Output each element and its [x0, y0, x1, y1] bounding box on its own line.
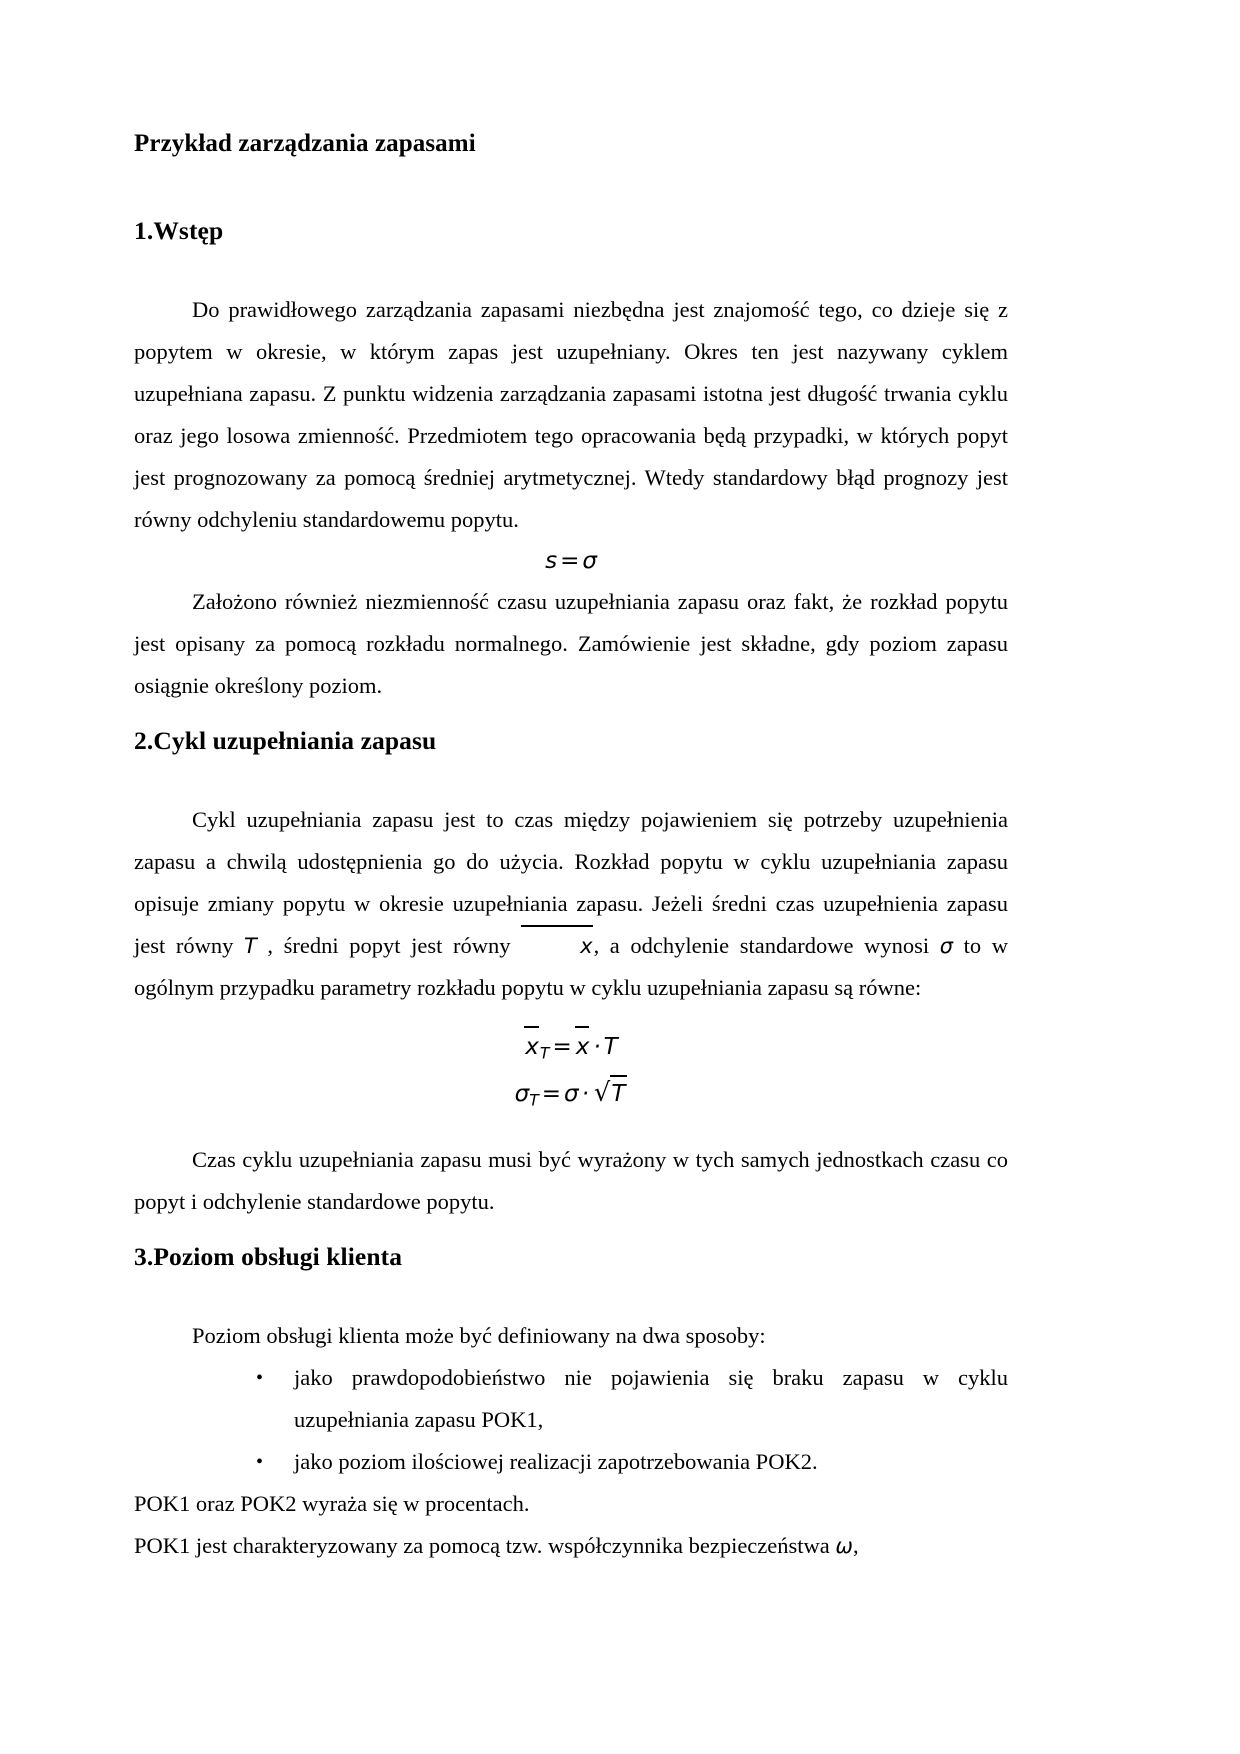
section-2-text-mid-2: , a odchylenie standardowe wynosi	[593, 933, 940, 958]
formula-lhs-subscript: T	[529, 1090, 539, 1110]
section-2-text-mid-1: , średni popyt jest równy	[256, 933, 522, 958]
section-1-paragraph-1: Do prawidłowego zarządzania zapasami niezbędna jest znajomość tego, co dzieje się z popytem w okresie, w którym zapas jest uzupełniany. Okres ten jest nazywany cyklem uzupełniana zapasu. Z punktu widzenia zarządzania zapasami istotna jest długość trwania cyklu oraz jego losowa zmienność. Przedmiotem tego opracowania będą przypadki, w których popyt jest prognozowany za pomocą średniej arytmetycznej. Wtedy standardowy błąd prognozy jest równy odchyleniu standardowemu popytu.	[134, 297, 1008, 533]
section-2-text-tail: to w ogólnym przypadku parametry rozkładu popytu w cyklu uzupełniania zapasu są równe:	[134, 933, 1009, 1000]
radical-symbol: √	[593, 1078, 611, 1109]
bullet-icon: •	[256, 1366, 264, 1389]
formula-lhs-base: x	[524, 1027, 540, 1067]
section-2-text-lead: Cykl uzupełniania zapasu jest to czas między pojawieniem się potrzeby uzupełnienia zapasu a chwilą udostępnienia go do użycia. Rozkład popytu w cyklu uzupełniania zapasu opisuje zmiany popytu w okresie uzupełniania zapasu. Jeżeli średni czas uzupełnienia zapasu jest równy	[134, 807, 1008, 958]
square-root-icon	[592, 1073, 627, 1114]
bullet-icon: •	[256, 1450, 264, 1473]
inline-symbol-time: T	[243, 934, 257, 958]
formula-multiplication-dot: ·	[581, 1081, 589, 1108]
spacer	[134, 1009, 1008, 1027]
section-3-closing-punctuation: ,	[852, 1532, 859, 1558]
formula-multiplication-dot: ·	[593, 1034, 601, 1060]
section-3-intro: Poziom obsługi klienta może być definiowany na dwa sposoby:	[192, 1322, 766, 1348]
formula-operator: =	[552, 1034, 572, 1060]
spacer	[134, 1273, 1008, 1315]
list-item-label: jako poziom ilościowej realizacji zapotrzebowania POK2.	[294, 1448, 818, 1474]
formula-mean-demand-in-cycle	[134, 1027, 1008, 1073]
spacer	[134, 247, 1008, 289]
formula-rhs-tail: T	[603, 1034, 618, 1060]
formula-lhs-subscript: T	[539, 1043, 550, 1063]
formula-s-equals-sigma	[134, 541, 1008, 581]
inline-symbol-mean-demand	[521, 934, 593, 958]
formula-rhs-base: x	[575, 1027, 591, 1067]
formula-operator: =	[541, 1081, 562, 1108]
formula-operator: =	[560, 548, 580, 575]
formula-rhs-base: σ	[564, 1081, 579, 1108]
section-2-paragraph-2: Czas cyklu uzupełniania zapasu musi być wyrażony w tych samych jednostkach czasu co popyt i odchylenie standardowe popytu.	[134, 1146, 1008, 1214]
formula-lhs: s	[545, 548, 558, 575]
section-heading-1: 1.Wstęp	[134, 216, 224, 246]
spacer	[134, 1121, 1008, 1139]
list-item	[134, 1441, 1008, 1483]
section-3-closing-line-1: POK1 oraz POK2 wyraża się w procentach.	[134, 1490, 530, 1516]
overbar-wrapper: x	[521, 925, 593, 967]
inline-symbol-sigma: σ	[939, 934, 954, 958]
spacer	[134, 757, 1008, 799]
section-1-paragraph-2: Założono również niezmienność czasu uzupełniania zapasu oraz fakt, że rozkład popytu jest opisany za pomocą rozkładu normalnego. Zamówienie jest składne, gdy poziom zapasu osiągnie określony poziom.	[134, 589, 1008, 699]
spacer	[134, 159, 1008, 215]
formula-sigma-in-cycle	[134, 1073, 1008, 1120]
section-3-closing-line-2	[134, 1525, 1008, 1567]
spacer	[134, 1223, 1008, 1241]
section-3-closing-text: POK1 jest charakteryzowany za pomocą tzw. współczynnika bezpieczeństwa	[134, 1532, 836, 1558]
page-title: Przykład zarządzania zapasami	[134, 130, 476, 157]
section-heading-3: 3.Poziom obsługi klienta	[134, 1241, 403, 1271]
section-2-paragraph-1	[134, 799, 1008, 1009]
radicand: T	[610, 1074, 627, 1114]
inline-symbol-omega: ω	[835, 1533, 853, 1558]
spacer	[134, 707, 1008, 725]
section-heading-2: 2.Cykl uzupełniania zapasu	[134, 726, 437, 756]
list-item	[134, 1357, 1008, 1441]
service-level-definition-list	[134, 1357, 1008, 1483]
formula-lhs-base: σ	[514, 1081, 530, 1108]
list-item-label: jako prawdopodobieństwo nie pojawienia się braku zapasu w cyklu uzupełniania zapasu POK1,	[294, 1364, 1008, 1432]
formula-rhs: σ	[582, 548, 597, 575]
